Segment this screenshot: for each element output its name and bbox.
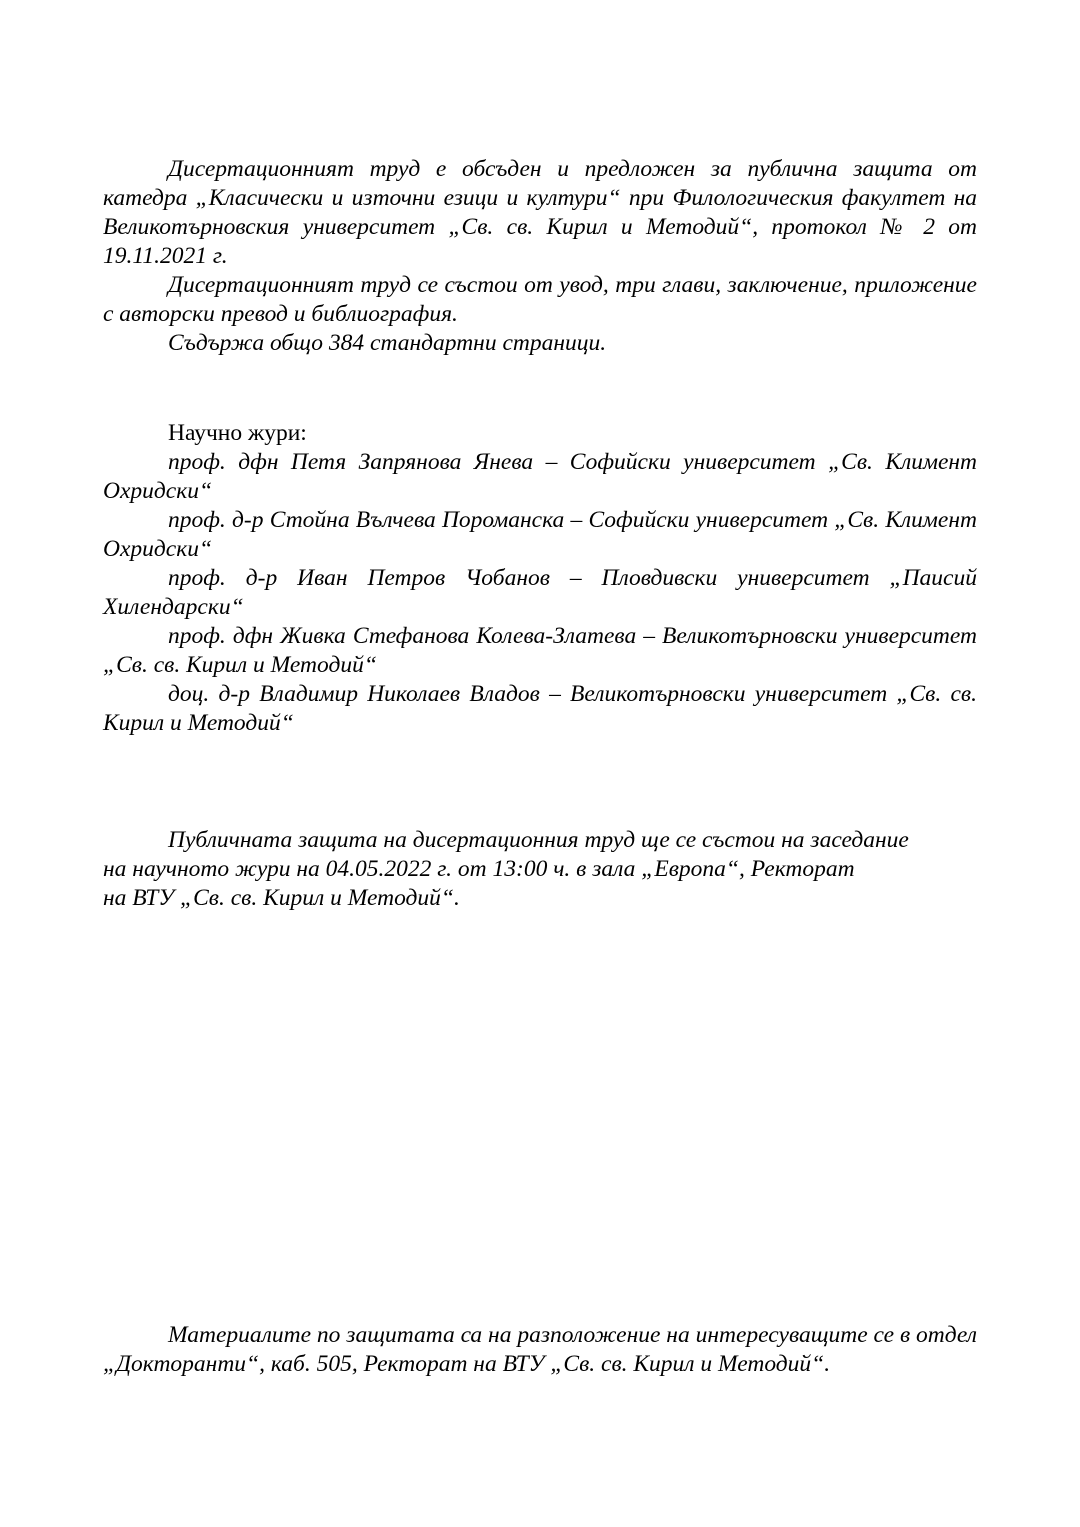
scientific-jury	[103, 419, 977, 738]
jury-member: проф. дфн Живка Стефанова Колева-Златева – Великотърновски университет „Св. св. Кирил и Методий“	[103, 623, 977, 678]
defense-line: на ВТУ „Св. св. Кирил и Методий“.	[103, 885, 460, 911]
discussion-paragraph: Дисертационният труд е обсъден и предложен за публична защита от катедра „Класически и източни езици и култури“ при Филологическия факултет на Великотърновския университет „Св. св. Кирил и Методий“, протокол № 2 от 19.11.2021 г.	[103, 156, 977, 269]
jury-heading: Научно жури:	[168, 420, 307, 446]
public-defense-notice	[103, 826, 977, 913]
jury-member: доц. д-р Владимир Николаев Владов – Великотърновски университет „Св. св. Кирил и Методий“	[103, 681, 977, 736]
jury-member: проф. дфн Петя Запрянова Янева – Софийски университет „Св. Климент Охридски“	[103, 449, 977, 504]
jury-member: проф. д-р Стойна Вълчева Пороманска – Софийски университет „Св. Климент Охридски“	[103, 507, 977, 562]
defense-line: Публичната защита на дисертационния труд ще се състои на заседание	[168, 827, 909, 853]
jury-member: проф. д-р Иван Петров Чобанов – Пловдивски университет „Паисий Хилендарски“	[103, 565, 977, 620]
structure-paragraph: Дисертационният труд се състои от увод, три глави, заключение, приложение с авторски превод и библиография.	[103, 272, 977, 327]
pages-paragraph: Съдържа общо 384 стандартни страници.	[168, 330, 607, 356]
materials-notice	[103, 1321, 977, 1379]
defense-line: на научното жури на 04.05.2022 г. от 13:00 ч. в зала „Европа“, Ректорат	[103, 856, 855, 882]
materials-paragraph: Материалите по защитата са на разположение на интересуващите се в отдел „Докторанти“, каб. 505, Ректорат на ВТУ „Св. св. Кирил и Методий“.	[103, 1322, 978, 1377]
dissertation-info	[103, 155, 977, 358]
